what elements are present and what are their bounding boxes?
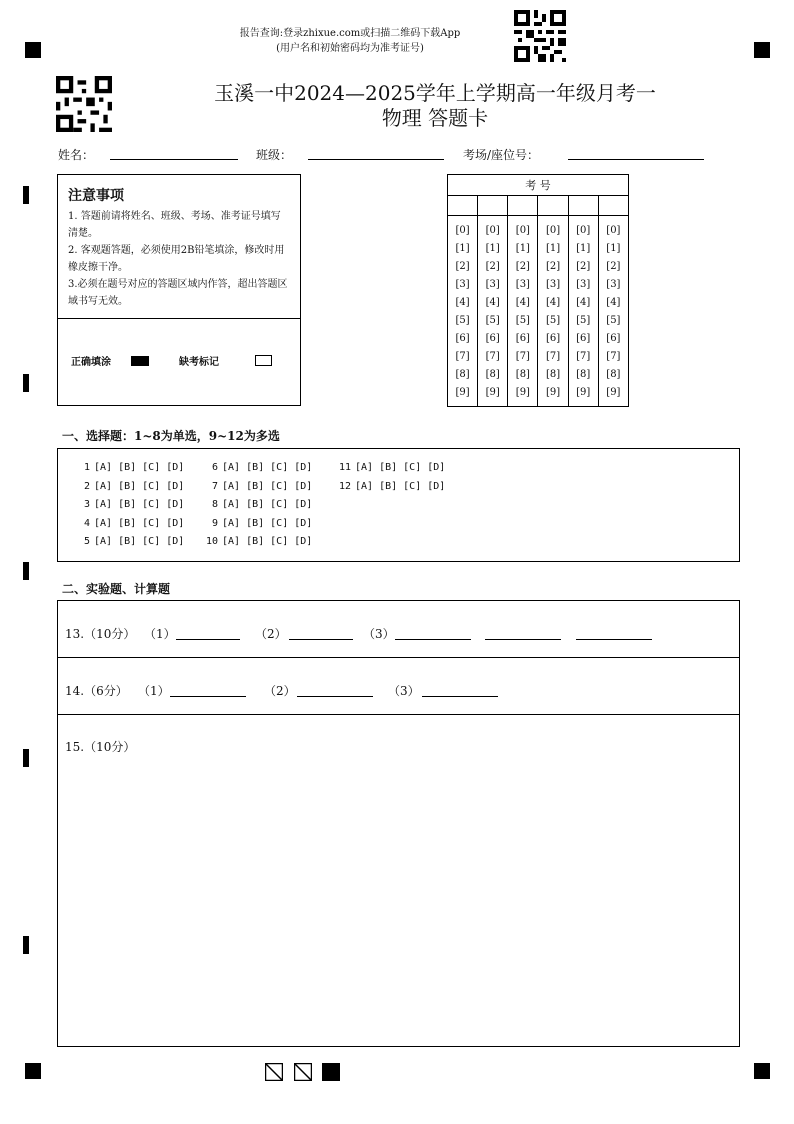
option-bubbles[interactable]: [A] [B] [C] [D] [94, 536, 185, 547]
exam-digit-bubble[interactable]: [9] [485, 387, 500, 398]
login-instruction: 报告查询:登录zhixue.com或扫描二维码下载App [239, 28, 461, 39]
option-bubbles[interactable]: [A] [B] [C] [D] [94, 462, 185, 473]
notice-title: 注意事项 [68, 188, 124, 204]
exam-digit-bubble[interactable]: [9] [515, 387, 530, 398]
choice-question-row[interactable] [202, 533, 312, 552]
q15-box[interactable] [57, 714, 740, 1047]
choice-question-row[interactable] [202, 459, 312, 478]
notice-item: 1. 答题前请将姓名、班级、考场、准考证号填写清楚。 [68, 211, 281, 239]
q14-label: 14.（6分） [65, 684, 128, 698]
question-number: 9 [211, 517, 218, 529]
exam-digit-bubble[interactable]: [1] [455, 243, 470, 254]
q13-part1: （1） [144, 627, 176, 641]
q14-answer2[interactable] [297, 696, 373, 697]
choice-question-row[interactable] [335, 459, 445, 478]
exam-digit-bubble[interactable]: [4] [545, 297, 561, 308]
student-qr-code [56, 76, 112, 132]
exam-digit-bubble[interactable]: [4] [515, 297, 530, 308]
exam-digit-bubble[interactable]: [6] [515, 333, 530, 344]
correct-fill-sample [131, 356, 149, 366]
question-number: 6 [211, 462, 218, 473]
option-bubbles[interactable]: [A] [B] [C] [D] [355, 480, 446, 492]
exam-digit-bubble[interactable]: [2] [455, 261, 470, 272]
q13-answer1[interactable] [176, 639, 240, 640]
choice-question-row[interactable] [74, 496, 184, 515]
exam-digit-bubble[interactable]: [6] [576, 333, 591, 344]
exam-digit-column [478, 216, 508, 407]
exam-digit-bubble[interactable]: [8] [545, 369, 561, 380]
q13-answer3b[interactable] [485, 639, 561, 640]
name-label: 姓名： [58, 148, 95, 162]
exam-digit-bubble[interactable]: [3] [515, 279, 530, 290]
exam-digit-bubble[interactable]: [3] [576, 279, 591, 290]
choice-question-row[interactable] [202, 496, 312, 515]
exam-digit-column [538, 216, 568, 407]
exam-digit-bubble[interactable]: [1] [545, 243, 561, 254]
option-bubbles[interactable]: [A] [B] [C] [D] [94, 499, 185, 510]
exam-digit-bubble[interactable]: [1] [606, 243, 621, 254]
exam-digit-column [598, 216, 628, 407]
option-bubbles[interactable]: [A] [B] [C] [D] [222, 480, 313, 492]
exam-digit-bubble[interactable]: [5] [545, 315, 561, 326]
option-bubbles[interactable]: [A] [B] [C] [D] [222, 536, 313, 547]
q14-answer3[interactable] [422, 696, 498, 697]
exam-digit-bubble[interactable]: [5] [606, 315, 621, 326]
exam-digit-column [448, 216, 478, 407]
exam-digit-box[interactable] [538, 196, 568, 216]
q14-part3: （3） [388, 684, 420, 698]
exam-digit-bubble[interactable]: [0] [576, 225, 591, 236]
section2-title: 二、实验题、计算题 [62, 582, 171, 596]
q14-box [57, 657, 740, 715]
exam-digit-bubble[interactable]: [5] [576, 315, 591, 326]
absent-label: 缺考标记 [179, 357, 219, 368]
exam-digit-bubble[interactable]: [8] [606, 369, 621, 380]
seat-label: 考场/座位号： [463, 148, 540, 162]
exam-digit-bubble[interactable]: [9] [455, 387, 470, 398]
page-marker-slash-icon [265, 1063, 283, 1081]
exam-digit-bubble[interactable]: [3] [606, 279, 621, 290]
corner-mark-bottom-right [754, 1063, 770, 1079]
exam-digit-bubble[interactable]: [7] [606, 351, 621, 362]
choice-question-row[interactable] [202, 478, 312, 497]
exam-digit-bubble[interactable]: [7] [485, 351, 500, 362]
exam-digit-bubble[interactable]: [3] [485, 279, 500, 290]
timing-mark [23, 749, 29, 767]
exam-digit-bubble[interactable]: [4] [485, 297, 500, 308]
q13-part3: （3） [363, 627, 395, 641]
divider [58, 318, 300, 319]
exam-digit-column [568, 216, 598, 407]
timing-mark [23, 374, 29, 392]
choice-question-row[interactable] [202, 515, 312, 534]
q14-part1: （1） [138, 684, 170, 698]
exam-digit-bubble[interactable]: [2] [576, 261, 591, 272]
login-sub-instruction: (用户名和初始密码均为准考证号) [276, 43, 424, 54]
exam-digit-bubble[interactable]: [2] [485, 261, 500, 272]
timing-mark [23, 936, 29, 954]
name-field[interactable] [110, 159, 238, 160]
exam-digit-bubble[interactable]: [8] [455, 369, 470, 380]
option-bubbles[interactable]: [A] [B] [C] [D] [222, 517, 313, 529]
option-bubbles[interactable]: [A] [B] [C] [D] [222, 499, 313, 510]
notice-item: 2. 客观题答题，必须使用2B铅笔填涂，修改时用橡皮擦干净。 [68, 245, 285, 273]
choice-box [57, 448, 740, 562]
exam-digit-bubble[interactable]: [8] [485, 369, 500, 380]
exam-digit-box[interactable] [508, 196, 538, 216]
exam-number-grid [447, 174, 629, 407]
exam-digit-bubble[interactable]: [4] [576, 297, 591, 308]
exam-digit-box[interactable] [568, 196, 598, 216]
timing-mark [23, 562, 29, 580]
question-number: 5 [83, 536, 90, 547]
exam-digit-bubble[interactable]: [4] [606, 297, 621, 308]
page-subtitle: 物理 答题卡 [381, 106, 489, 130]
class-field[interactable] [308, 159, 444, 160]
timing-mark [23, 186, 29, 204]
notice-box [57, 174, 301, 406]
exam-digit-bubble[interactable]: [0] [545, 225, 561, 236]
question-number: 2 [83, 480, 90, 492]
exam-digit-bubble[interactable]: [6] [545, 333, 561, 344]
app-qr-code [514, 10, 566, 62]
exam-digit-bubble[interactable]: [6] [606, 333, 621, 344]
exam-digit-bubble[interactable]: [7] [455, 351, 470, 362]
exam-digit-bubble[interactable]: [2] [606, 261, 621, 272]
exam-digit-bubble[interactable]: [1] [485, 243, 500, 254]
page-title: 玉溪一中2024—2025学年上学期高一年级月考一 [214, 81, 656, 105]
exam-digit-bubble[interactable]: [1] [515, 243, 530, 254]
page-marker-slash-icon [294, 1063, 312, 1081]
q14-answer1[interactable] [170, 696, 246, 697]
option-bubbles[interactable]: [A] [B] [C] [D] [355, 462, 446, 473]
question-number: 12 [338, 480, 351, 492]
correct-fill-label: 正确填涂 [71, 357, 111, 368]
question-number: 11 [338, 462, 351, 473]
exam-digit-box[interactable] [448, 196, 478, 216]
choice-question-row[interactable] [74, 459, 184, 478]
question-number: 8 [211, 499, 218, 510]
q15-label: 15.（10分） [65, 740, 136, 754]
exam-digit-bubble[interactable]: [5] [515, 315, 530, 326]
exam-digit-box[interactable] [478, 196, 508, 216]
exam-digit-bubble[interactable]: [5] [455, 315, 470, 326]
exam-digit-bubble[interactable]: [8] [515, 369, 530, 380]
exam-number-header: 考 号 [448, 175, 629, 196]
class-label: 班级： [256, 148, 293, 162]
q13-answer2[interactable] [289, 639, 353, 640]
choice-question-row[interactable] [335, 478, 445, 497]
exam-digit-bubble[interactable]: [6] [485, 333, 500, 344]
corner-mark-bottom-left [25, 1063, 41, 1079]
question-number: 4 [83, 517, 90, 529]
exam-digit-bubble[interactable]: [3] [455, 279, 470, 290]
exam-digit-bubble[interactable]: [9] [576, 387, 591, 398]
option-bubbles[interactable]: [A] [B] [C] [D] [94, 480, 185, 492]
exam-digit-bubble[interactable]: [0] [606, 225, 621, 236]
choice-question-row[interactable] [74, 533, 184, 552]
option-bubbles[interactable]: [A] [B] [C] [D] [222, 462, 313, 473]
exam-digit-bubble[interactable]: [7] [515, 351, 530, 362]
exam-digit-bubble[interactable]: [1] [576, 243, 591, 254]
corner-mark-top-left [25, 42, 41, 58]
question-number: 1 [83, 462, 90, 473]
exam-digit-bubble[interactable]: [9] [545, 387, 561, 398]
exam-digit-bubble[interactable]: [8] [576, 369, 591, 380]
exam-digit-box[interactable] [598, 196, 628, 216]
choice-question-row[interactable] [74, 515, 184, 534]
exam-digit-bubble[interactable]: [5] [485, 315, 500, 326]
absent-checkbox[interactable] [255, 355, 272, 366]
notice-item: 3.必须在题号对应的答题区域内作答，超出答题区域书写无效。 [68, 279, 288, 307]
exam-digit-bubble[interactable]: [9] [606, 387, 621, 398]
exam-digit-bubble[interactable]: [0] [485, 225, 500, 236]
q13-answer3c[interactable] [576, 639, 652, 640]
exam-digit-bubble[interactable]: [4] [455, 297, 470, 308]
corner-mark-top-right [754, 42, 770, 58]
q13-box [57, 600, 740, 658]
q13-part2: （2） [255, 627, 287, 641]
option-bubbles[interactable]: [A] [B] [C] [D] [94, 517, 185, 529]
q13-answer3a[interactable] [395, 639, 471, 640]
q14-part2: （2） [264, 684, 296, 698]
choice-question-row[interactable] [74, 478, 184, 497]
seat-field[interactable] [568, 159, 704, 160]
question-number: 3 [83, 499, 90, 510]
page-marker-filled [322, 1063, 340, 1081]
exam-digit-bubble[interactable]: [0] [515, 225, 530, 236]
exam-digit-bubble[interactable]: [7] [545, 351, 561, 362]
exam-digit-bubble[interactable]: [3] [545, 279, 561, 290]
section1-title: 一、选择题：1~8为单选，9~12为多选 [62, 429, 280, 443]
exam-digit-bubble[interactable]: [6] [455, 333, 470, 344]
question-number: 7 [211, 480, 218, 492]
exam-digit-bubble[interactable]: [7] [576, 351, 591, 362]
q13-label: 13.（10分） [65, 627, 136, 641]
exam-digit-bubble[interactable]: [2] [515, 261, 530, 272]
exam-digit-column [508, 216, 538, 407]
exam-digit-bubble[interactable]: [2] [545, 261, 561, 272]
question-number: 10 [205, 536, 218, 547]
exam-digit-bubble[interactable]: [0] [455, 225, 470, 236]
